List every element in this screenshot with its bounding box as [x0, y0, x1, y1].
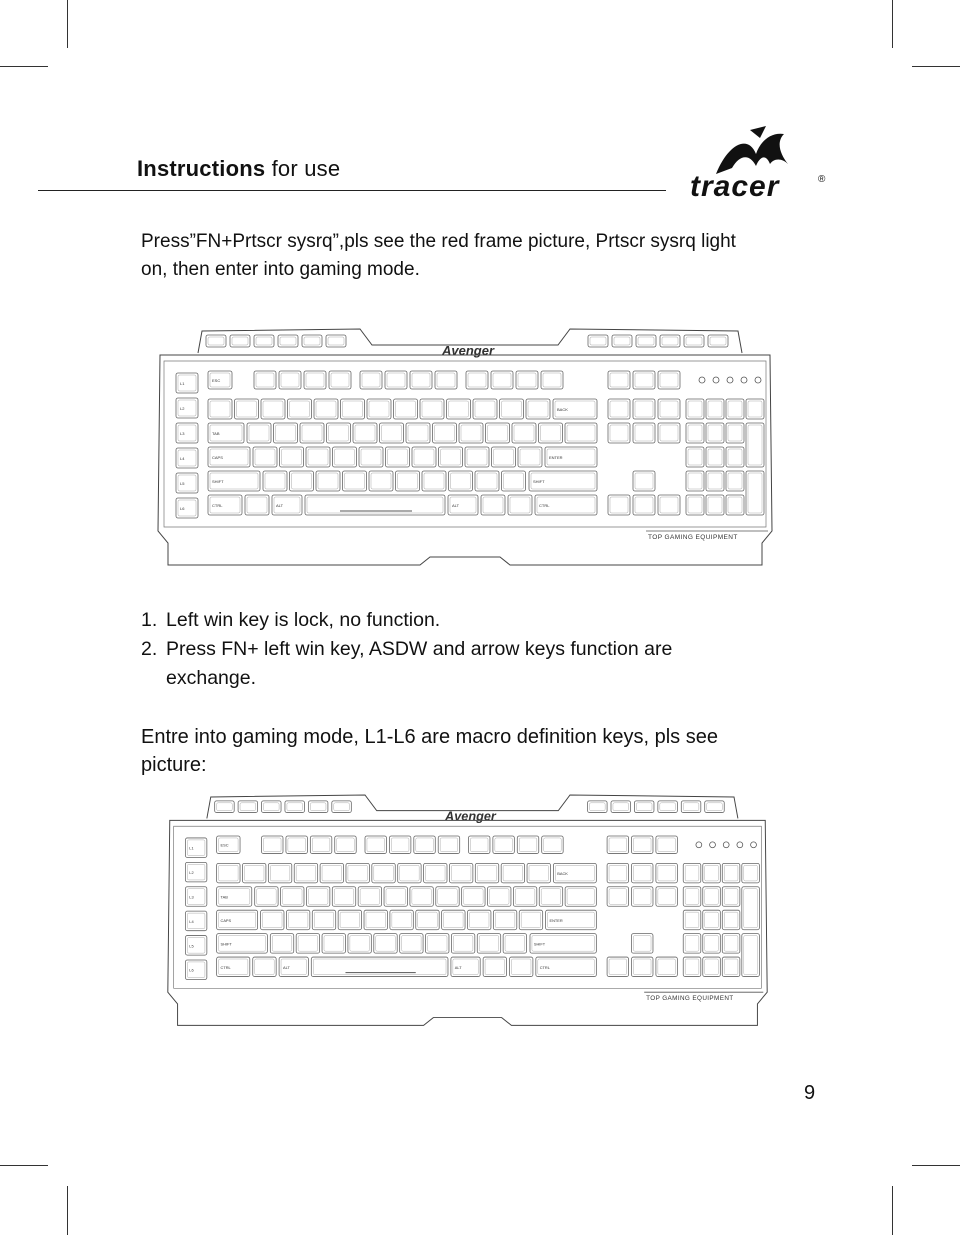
key-label: L5 [189, 943, 194, 949]
gaming-line-2: picture: [141, 754, 207, 776]
keycap [608, 495, 630, 515]
crop-mark [67, 1186, 68, 1235]
keycap [501, 863, 524, 883]
keycap [412, 447, 436, 467]
keycap [281, 887, 304, 907]
key-label: L1 [189, 845, 194, 851]
keycap [491, 371, 513, 389]
keycap [235, 399, 259, 419]
key-label: L4 [189, 918, 194, 924]
keycap [527, 863, 550, 883]
keycap [493, 836, 514, 854]
key-label: ESC [220, 842, 229, 848]
key-label: L2 [189, 870, 194, 876]
keycap [742, 887, 760, 930]
keycap [632, 934, 653, 954]
keycap [703, 863, 721, 883]
logo-wordmark: tracer [690, 170, 780, 203]
led-indicator [723, 842, 729, 848]
keycap [358, 887, 381, 907]
keycap [372, 863, 395, 883]
keycap [296, 934, 319, 954]
keycap [481, 495, 505, 515]
keycap [742, 863, 760, 883]
key-label: SHIFT [220, 941, 232, 947]
keycap [633, 495, 655, 515]
led-indicator [727, 377, 733, 383]
keycap [633, 371, 655, 389]
keycap [722, 887, 740, 907]
led-indicator [751, 842, 757, 848]
keycap [305, 495, 445, 515]
keycap [483, 957, 506, 977]
keycap [683, 887, 701, 907]
led-indicator [699, 377, 705, 383]
keycap [410, 887, 433, 907]
keycap [439, 447, 463, 467]
keycap [294, 863, 317, 883]
key-label: CAPS [212, 455, 223, 460]
key-label: CTRL [212, 503, 223, 508]
key-label: ENTER [549, 455, 563, 460]
list-item: 2. Press FN+ left win key, ASDW and arrow keys function are exchange. [141, 638, 673, 689]
keycap [290, 471, 314, 491]
keycap [683, 934, 701, 954]
keycap [722, 910, 740, 930]
keycap [449, 471, 473, 491]
keycap [406, 423, 430, 443]
logo-emblem-icon [716, 134, 788, 174]
keycap [608, 371, 630, 389]
keycap [449, 863, 472, 883]
keycap [607, 887, 628, 907]
keycap [365, 836, 386, 854]
keycap [703, 957, 721, 977]
keycap [384, 887, 407, 907]
keycap [686, 495, 704, 515]
keycap [435, 371, 457, 389]
keycap [493, 910, 516, 930]
keycap [242, 863, 265, 883]
keycap [607, 863, 628, 883]
keycap [438, 836, 459, 854]
keycap [512, 423, 536, 443]
keycap [343, 471, 367, 491]
keycap [500, 399, 524, 419]
keycap [722, 957, 740, 977]
keycap [329, 371, 351, 389]
key-label: BACK [557, 407, 568, 412]
keycap [414, 836, 435, 854]
keycap [261, 399, 285, 419]
led-indicator [696, 842, 702, 848]
keycap [451, 934, 474, 954]
key-label: L6 [189, 967, 194, 973]
keycap [420, 399, 444, 419]
logo-registered: ® [818, 174, 826, 185]
keyboard-diagram-top [150, 325, 780, 585]
keycap [518, 447, 542, 467]
intro-line-1: Press”FN+Prtscr sysrq”,pls see the red frame picture, Prtscr sysrq light [141, 231, 736, 252]
keycap [488, 887, 511, 907]
keycap [465, 447, 489, 467]
crop-mark [912, 1165, 960, 1166]
keycap [632, 863, 653, 883]
key-label: CAPS [220, 917, 232, 923]
keycap [322, 934, 345, 954]
keycap [333, 447, 357, 467]
key-label: L2 [180, 406, 185, 411]
keycap [447, 399, 471, 419]
keycap [632, 957, 653, 977]
crop-mark [912, 66, 960, 67]
keycap [633, 399, 655, 419]
keycap [390, 910, 413, 930]
keycap [607, 957, 628, 977]
notes-list [141, 606, 821, 693]
keycap [656, 836, 677, 854]
keycap [459, 423, 483, 443]
keycap [389, 836, 410, 854]
keycap [542, 836, 563, 854]
gaming-line-1: Entre into gaming mode, L1-L6 are macro definition keys, pls see [141, 726, 718, 748]
keycap [314, 399, 338, 419]
keycap [367, 399, 391, 419]
keycap [270, 934, 293, 954]
keycap [400, 934, 423, 954]
keycap [385, 371, 407, 389]
key-label: CTRL [539, 503, 550, 508]
keycap [706, 447, 724, 467]
keycap [706, 495, 724, 515]
keycap [722, 934, 740, 954]
keycap [607, 836, 628, 854]
keycap [746, 423, 764, 467]
led-indicator [755, 377, 761, 383]
keycap [274, 423, 298, 443]
keycap [608, 399, 630, 419]
keycap [516, 371, 538, 389]
keycap [726, 471, 744, 491]
keycap [633, 471, 655, 491]
keycap [742, 934, 760, 977]
keycap [217, 863, 240, 883]
keycap [477, 934, 500, 954]
keyboard-diagram-bottom [160, 788, 775, 1048]
keycap [261, 910, 284, 930]
crop-mark [0, 1165, 48, 1166]
keycap [683, 863, 701, 883]
keycap [416, 910, 439, 930]
keycap [255, 887, 278, 907]
keycap [436, 887, 459, 907]
keycap [253, 447, 277, 467]
keycap [247, 423, 271, 443]
keycap [380, 423, 404, 443]
keycap [565, 887, 596, 907]
keycap [475, 863, 498, 883]
key-label: L6 [180, 506, 185, 511]
keycap [426, 934, 449, 954]
keycap [320, 863, 343, 883]
keycap [335, 836, 356, 854]
keycap [268, 863, 291, 883]
keycap [486, 423, 510, 443]
led-indicator [741, 377, 747, 383]
key-label: L3 [189, 894, 194, 900]
keycap [306, 447, 330, 467]
keycap [468, 836, 489, 854]
keycap [746, 399, 764, 419]
keycap [263, 471, 287, 491]
key-label: ESC [212, 378, 221, 383]
key-label: SHIFT [533, 479, 545, 484]
keycap [310, 836, 331, 854]
keycap [396, 471, 420, 491]
key-label: BACK [557, 871, 568, 877]
key-label: CTRL [220, 964, 231, 970]
key-label: TAB [212, 431, 220, 436]
keycap [374, 934, 397, 954]
keycap [208, 399, 232, 419]
keycap [280, 447, 304, 467]
keycap [656, 957, 677, 977]
key-label: L4 [180, 456, 185, 461]
keycap [360, 371, 382, 389]
keycap [502, 471, 526, 491]
header-rule [38, 190, 666, 191]
keycap [513, 887, 536, 907]
keycap [422, 471, 446, 491]
keycap [369, 471, 393, 491]
keycap [475, 471, 499, 491]
key-label: SHIFT [212, 479, 224, 484]
brand-label: Avenger [442, 343, 495, 358]
keycap [726, 447, 744, 467]
crop-mark [892, 0, 893, 48]
keycap [658, 371, 680, 389]
keycap [706, 471, 724, 491]
key-label: ALT [452, 503, 460, 508]
keycap [519, 910, 542, 930]
key-label: TAB [220, 894, 228, 900]
keycap [245, 495, 269, 515]
keycap [746, 471, 764, 515]
keycap [722, 863, 740, 883]
keycap [686, 423, 704, 443]
crop-mark [892, 1186, 893, 1235]
keycap [517, 836, 538, 854]
keycap [353, 423, 377, 443]
key-label: SHIFT [533, 941, 546, 947]
keycap [359, 447, 383, 467]
key-label: L5 [180, 481, 185, 486]
keycap [433, 423, 457, 443]
keycap [462, 887, 485, 907]
keycap [683, 910, 701, 930]
keycap [633, 423, 655, 443]
keycap [338, 910, 361, 930]
intro-line-2: on, then enter into gaming mode. [141, 259, 420, 280]
keycap [410, 371, 432, 389]
keycap [683, 957, 701, 977]
keycap [288, 399, 312, 419]
crop-mark [67, 0, 68, 48]
crop-mark [0, 66, 48, 67]
keycap [726, 495, 744, 515]
keycap [608, 423, 630, 443]
list-item: 1. Left win key is lock, no function. [141, 609, 441, 631]
led-indicator [710, 842, 716, 848]
keycap [632, 836, 653, 854]
led-indicator [713, 377, 719, 383]
keycap [658, 495, 680, 515]
keycap [658, 423, 680, 443]
page-number: 9 [804, 1082, 816, 1104]
keycap [348, 934, 371, 954]
keycap [632, 887, 653, 907]
keycap [656, 863, 677, 883]
key-label: ENTER [549, 917, 563, 923]
keycap [656, 887, 677, 907]
keycap [686, 447, 704, 467]
keycap [311, 957, 448, 977]
keycap [364, 910, 387, 930]
keycap [398, 863, 421, 883]
keycap [424, 863, 447, 883]
keycap [262, 836, 283, 854]
keycap [341, 399, 365, 419]
keycap [466, 371, 488, 389]
brand-label: Avenger [445, 809, 496, 824]
keycap [253, 957, 276, 977]
keycap [468, 910, 491, 930]
keycap [442, 910, 465, 930]
tagline-label: TOP GAMING EQUIPMENT [646, 995, 734, 1002]
keycap [473, 399, 497, 419]
keycap [706, 423, 724, 443]
keycap [703, 934, 721, 954]
keycap [706, 399, 724, 419]
keycap [509, 957, 532, 977]
keycap [565, 423, 597, 443]
keycap [327, 423, 351, 443]
keycap [394, 399, 418, 419]
keycap [539, 887, 562, 907]
keycap [686, 471, 704, 491]
keycap [539, 423, 563, 443]
keycap [286, 836, 307, 854]
keycap [346, 863, 369, 883]
keycap [541, 371, 563, 389]
key-label: L1 [180, 381, 185, 386]
keycap [686, 399, 704, 419]
keycap [703, 910, 721, 930]
keycap [332, 887, 355, 907]
key-label: L3 [180, 431, 185, 436]
led-indicator [737, 842, 743, 848]
keycap [279, 371, 301, 389]
keycap [726, 423, 744, 443]
keycap [306, 887, 329, 907]
keycap [312, 910, 335, 930]
keycap [304, 371, 326, 389]
keycap [726, 399, 744, 419]
keycap [503, 934, 526, 954]
key-label: ALT [283, 964, 290, 970]
keycap [508, 495, 532, 515]
page-header-title: Instructions for use [137, 156, 341, 181]
keycap [492, 447, 516, 467]
keycap [286, 910, 309, 930]
key-label: ALT [454, 964, 462, 970]
keycap [386, 447, 410, 467]
key-label: CTRL [539, 964, 550, 970]
keycap [703, 887, 721, 907]
keycap [254, 371, 276, 389]
tagline-label: TOP GAMING EQUIPMENT [648, 534, 738, 541]
keycap [526, 399, 550, 419]
keycap [658, 399, 680, 419]
keycap [316, 471, 340, 491]
keycap [300, 423, 324, 443]
tracer-logo [688, 124, 828, 204]
key-label: ALT [276, 503, 284, 508]
